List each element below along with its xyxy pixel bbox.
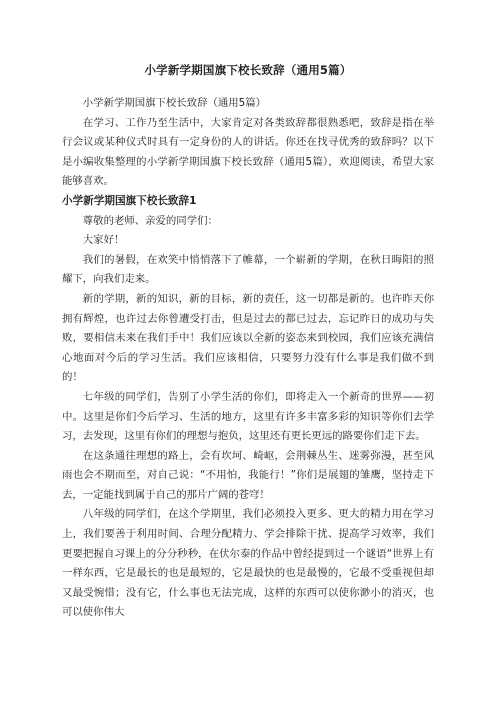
paragraph: 在学习、工作乃至生活中，大家肯定对各类致辞都很熟悉吧，致辞是指在举行会议或某种仪式时具有一定身份的人的讲话。你还在找寻优秀的致辞吗？以下是小编收集整理的小学新学期国旗下校长致辞（通用5篇），欢迎阅读，希望大家能够喜欢。 (62, 116, 434, 188)
paragraph: 在这条通往理想的路上，会有坎坷、崎岖，会荆棘丛生、迷雾弥漫，甚至风雨也会不期而至，对自己说：“不用怕，我能行！”你们是展翅的雏鹰，坚持走下去，一定能找到属于自己的那片广阔的苍穹！ (62, 449, 434, 501)
document-title: 小学新学期国旗下校长致辞（通用5篇） (144, 63, 352, 77)
paragraph: 七年级的同学们，告别了小学生活的你们，即将走入一个新奇的世界——初中。这里是你们今后学习、生活的地方，这里有许多丰富多彩的知识等你们去学习，去发现，这里有你们的理想与抱负，这里还有更长更远的路要你们走下去。 (62, 390, 434, 443)
paragraph: 小学新学期国旗下校长致辞（通用5篇） (82, 97, 267, 109)
paragraph: 尊敬的老师、亲爱的同学们： (82, 214, 218, 227)
document-body (62, 94, 434, 623)
paragraph: 八年级的同学们，在这个学期里，我们必须投入更多、更大的精力用在学习上，我们要善于利用时间、合理分配精力、学会排除干扰、提高学习效率，我们更要把握自习课上的分分秒秒，在伏尔泰的作品中曾经提到过一个谜语“世界上有一样东西，它是最长的也是最短的，它是最快的也是最慢的，它最不受重视但却又最受惋惜；没有它，什么事也无法完成，这样的东西可以使你渺小的消灭，也可以使你伟大 (62, 508, 434, 619)
section-heading: 小学新学期国旗下校长致辞1 (62, 194, 197, 207)
paragraph: 我们的暑假，在欢笑中悄悄落下了帷幕，一个崭新的学期，在秋日晦阳的照耀下，向我们走来。 (62, 253, 434, 286)
paragraph: 新的学期，新的知识，新的目标，新的责任，这一切都是新的。也许昨天你拥有辉煌，也许过去你曾遭受打击，但是过去的都已过去，忘记昨日的成功与失败，要相信未来在我们手中！我们应该以全新的姿态来到校园，我们应该充满信心地面对今后的学习生活。我们应该相信，只要努力没有什么事是我们做不到的！ (62, 292, 434, 384)
paragraph: 大家好！ (82, 234, 125, 247)
